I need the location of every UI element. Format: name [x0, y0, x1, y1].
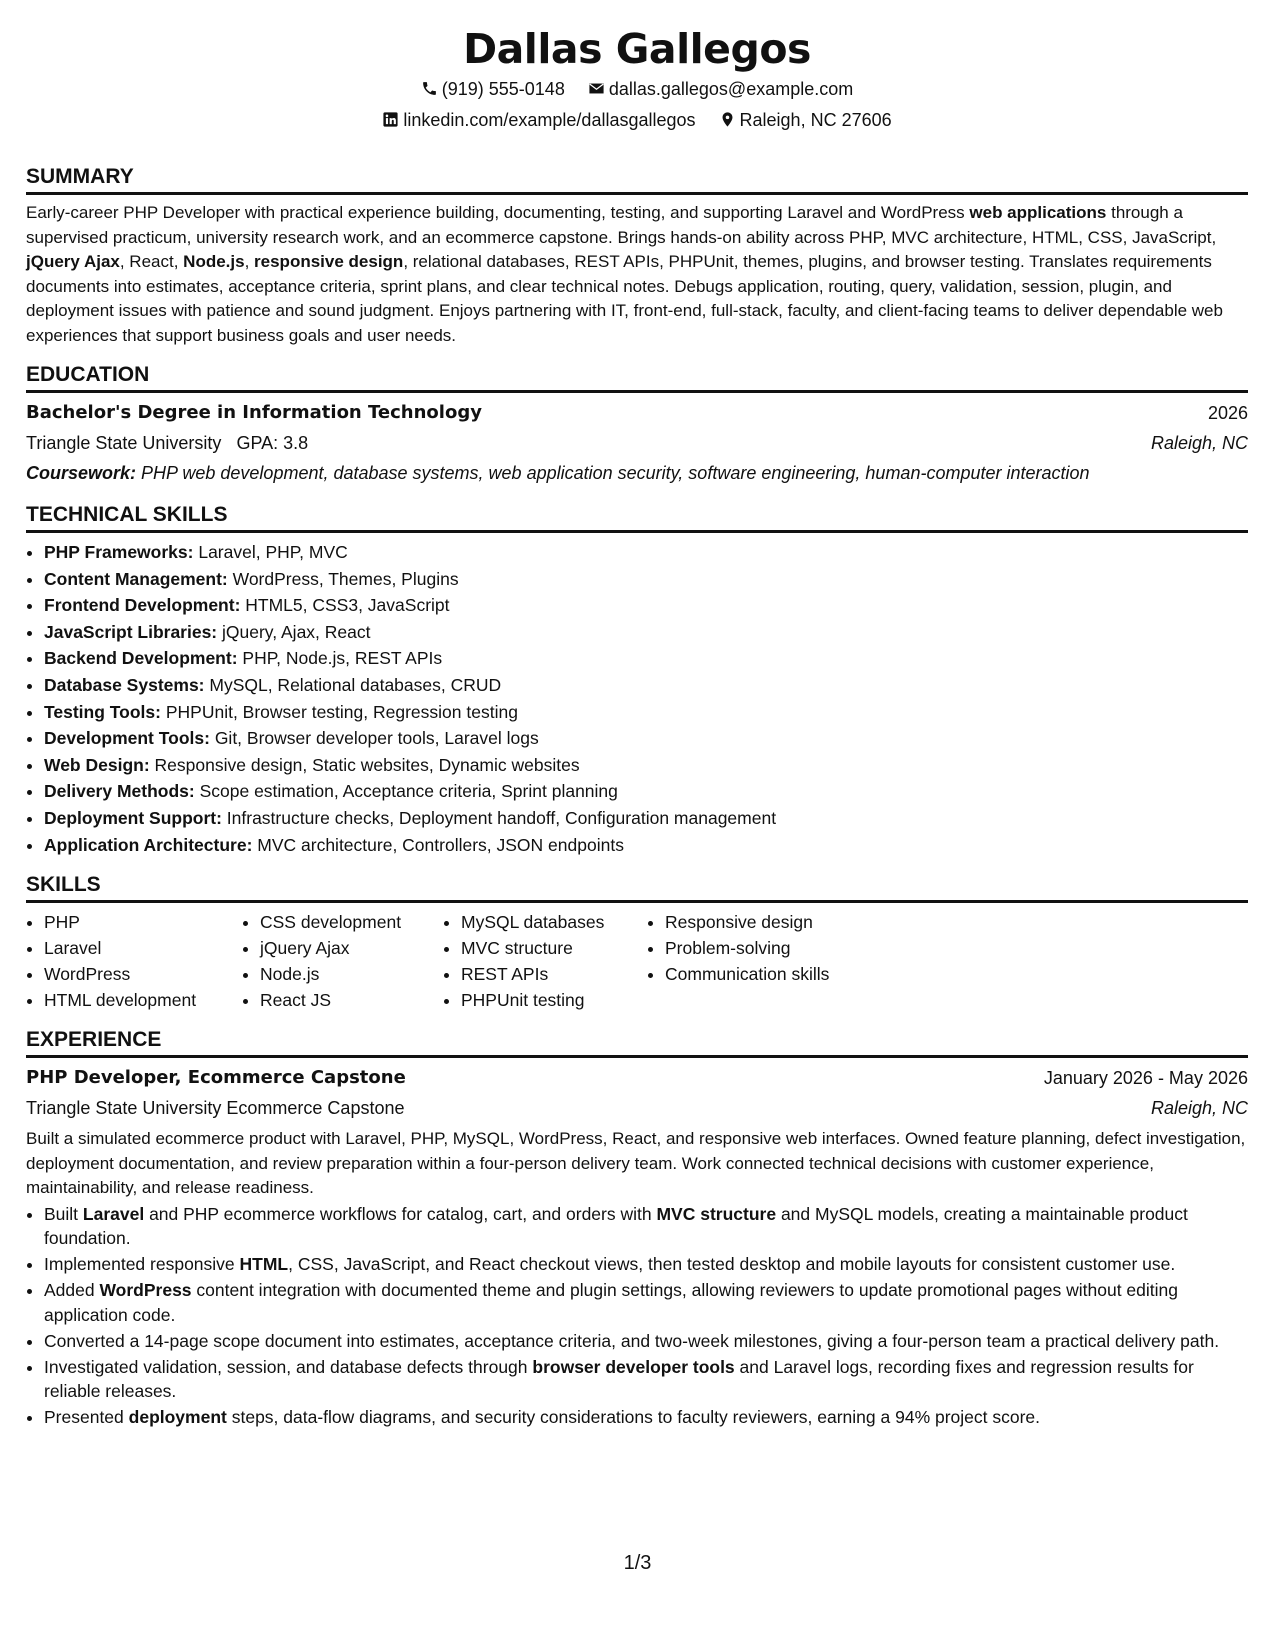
resume-page	[26, 0, 1248, 1431]
page-number: 1/3	[623, 1552, 652, 1574]
coursework-list: PHP web development, database systems, web application security, software engineering, human-computer interaction	[136, 463, 1090, 483]
role-dates: January 2026 - May 2026	[1043, 1068, 1248, 1089]
list-item: • MySQL databases	[461, 909, 647, 935]
technical-skills-list	[26, 539, 1248, 858]
skills-grid	[26, 909, 1248, 1013]
linkedin-item[interactable]	[382, 105, 695, 136]
list-item: • PHP	[44, 909, 242, 935]
skills-column-4	[647, 909, 885, 1013]
list-item: • Testing Tools: PHPUnit, Browser testing, Regression testing	[44, 699, 1248, 726]
org-row	[26, 1093, 1248, 1123]
skills-column-2	[242, 909, 443, 1013]
list-item: • Content Management: WordPress, Themes, Plugins	[44, 566, 1248, 593]
school-location: Raleigh, NC	[1150, 433, 1248, 453]
list-item: • Investigated validation, session, and database defects through browser developer tools and Laravel logs, recording fixes and regression results for reliable releases.	[44, 1355, 1248, 1404]
summary-text: Early-career PHP Developer with practical experience building, documenting, testing, and supporting Laravel and WordPress web applications through a supervised practicum, university research work, and an ecommerce capstone. Brings hands-on ability across PHP, MVC architecture, HTML, CSS, JavaScript, jQuery Ajax, React, Node.js, responsive design, relational databases, REST APIs, PHPUnit, themes, plugins, and browser testing. Translates requirements documents into estimates, acceptance criteria, sprint plans, and clear technical notes. Debugs application, routing, query, validation, session, plugin, and deployment issues with patience and sound judgment. Enjoys partnering with IT, front-end, full-stack, faculty, and client-facing teams to deliver dependable web experiences that support business goals and user needs.	[26, 203, 1223, 345]
list-item: • Communication skills	[665, 961, 885, 987]
coursework-label: Coursework:	[26, 463, 137, 483]
list-item: • Delivery Methods: Scope estimation, Acceptance criteria, Sprint planning	[44, 778, 1248, 805]
envelope-icon	[588, 80, 605, 97]
list-item: • PHPUnit testing	[461, 987, 647, 1013]
list-item: • Application Architecture: MVC architecture, Controllers, JSON endpoints	[44, 832, 1248, 859]
location-item	[719, 105, 892, 136]
map-pin-icon	[719, 111, 736, 128]
list-item: • Problem-solving	[665, 935, 885, 961]
role-row	[26, 1063, 1248, 1093]
summary-title: SUMMARY	[26, 162, 1248, 195]
list-item: • Database Systems: MySQL, Relational databases, CRUD	[44, 672, 1248, 699]
list-item: • MVC structure	[461, 935, 647, 961]
phone-item	[421, 74, 565, 105]
email-item[interactable]	[588, 74, 853, 105]
list-item: • Converted a 14-page scope document into estimates, acceptance criteria, and two-week milestones, giving a four-person team a practical delivery path.	[44, 1329, 1248, 1354]
linkedin-text[interactable]: linkedin.com/example/dallasgallegos	[403, 110, 696, 130]
list-item: • Backend Development: PHP, Node.js, REST APIs	[44, 645, 1248, 672]
list-item: • JavaScript Libraries: jQuery, Ajax, React	[44, 619, 1248, 646]
list-item: • Deployment Support: Infrastructure checks, Deployment handoff, Configuration management	[44, 805, 1248, 832]
linkedin-icon	[382, 111, 399, 128]
list-item: • Frontend Development: HTML5, CSS3, JavaScript	[44, 592, 1248, 619]
skills-column-3	[443, 909, 647, 1013]
phone-text: (919) 555-0148	[441, 79, 565, 99]
list-item: • CSS development	[260, 909, 443, 935]
coursework	[26, 458, 1248, 488]
technical-skills-title: TECHNICAL SKILLS	[26, 500, 1248, 533]
technical-skills-section	[26, 500, 1248, 858]
phone-icon	[421, 80, 438, 97]
org-name: Triangle State University Ecommerce Capstone	[26, 1098, 405, 1119]
skills-title: SKILLS	[26, 870, 1248, 903]
school-info	[26, 428, 308, 458]
skills-section	[26, 870, 1248, 1013]
list-item: • HTML development	[44, 987, 242, 1013]
list-item: • WordPress	[44, 961, 242, 987]
contact-row-2	[26, 105, 1248, 136]
experience-bullets	[26, 1202, 1248, 1430]
list-item: • Added WordPress content integration with documented theme and plugin settings, allowing reviewers to update promotional pages without editing application code.	[44, 1278, 1248, 1327]
role-title: PHP Developer, Ecommerce Capstone	[26, 1067, 406, 1089]
experience-section	[26, 1025, 1248, 1430]
list-item: • Web Design: Responsive design, Static websites, Dynamic websites	[44, 752, 1248, 779]
location-text: Raleigh, NC 27606	[739, 110, 892, 130]
list-item: • REST APIs	[461, 961, 647, 987]
email-text[interactable]: dallas.gallegos@example.com	[608, 79, 854, 99]
summary-section	[26, 162, 1248, 348]
role-description: Built a simulated ecommerce product with Laravel, PHP, MySQL, WordPress, React, and responsive web interfaces. Owned feature planning, defect investigation, deployment documentation, and review preparation within a four-person delivery team. Work connected technical decisions with customer experience, maintainability, and release readiness.	[26, 1129, 1246, 1198]
gpa: GPA: 3.8	[236, 433, 309, 453]
candidate-name: Dallas Gallegos	[463, 25, 811, 73]
degree-year: 2026	[1207, 403, 1248, 423]
list-item: • Presented deployment steps, data-flow diagrams, and security considerations to faculty reviewers, earning a 94% project score.	[44, 1405, 1248, 1430]
contact-row-1	[26, 74, 1248, 105]
list-item: • Laravel	[44, 935, 242, 961]
list-item: • Development Tools: Git, Browser developer tools, Laravel logs	[44, 725, 1248, 752]
list-item: • React JS	[260, 987, 443, 1013]
list-item: • Responsive design	[665, 909, 885, 935]
list-item: • jQuery Ajax	[260, 935, 443, 961]
education-section	[26, 360, 1248, 488]
degree-name: Bachelor's Degree in Information Technology	[26, 402, 482, 423]
education-title: EDUCATION	[26, 360, 1248, 393]
school-name: Triangle State University	[26, 433, 222, 453]
list-item: • Node.js	[260, 961, 443, 987]
degree-row	[26, 398, 1248, 428]
school-row	[26, 428, 1248, 458]
experience-title: EXPERIENCE	[26, 1025, 1248, 1058]
list-item: • PHP Frameworks: Laravel, PHP, MVC	[44, 539, 1248, 566]
skills-column-1	[26, 909, 242, 1013]
list-item: • Built Laravel and PHP ecommerce workflows for catalog, cart, and orders with MVC structure and MySQL models, creating a maintainable product foundation.	[44, 1202, 1248, 1251]
org-location: Raleigh, NC	[1150, 1098, 1248, 1119]
list-item: • Implemented responsive HTML, CSS, JavaScript, and React checkout views, then tested desktop and mobile layouts for consistent customer use.	[44, 1252, 1248, 1277]
